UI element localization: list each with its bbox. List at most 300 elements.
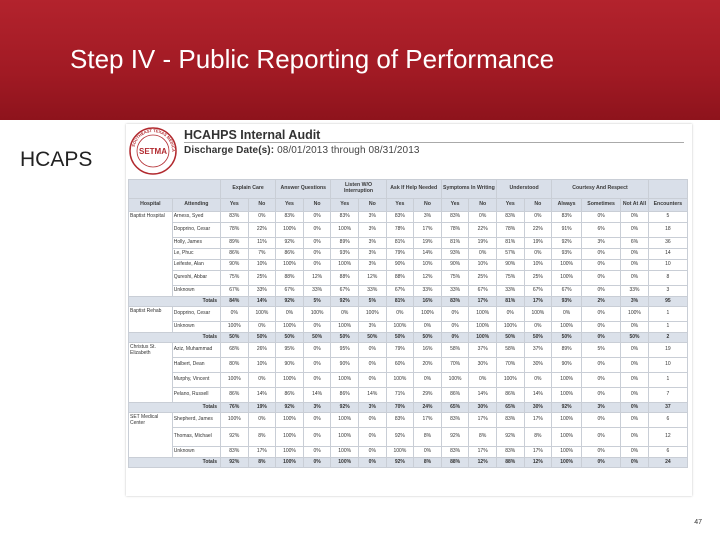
table-row <box>129 322 688 333</box>
value-cell: 90% <box>331 358 359 373</box>
value-cell: 8% <box>469 428 497 447</box>
value-cell: 1 <box>648 307 687 322</box>
value-cell: 0% <box>621 271 649 286</box>
attending-cell: Arness, Syed <box>172 212 220 223</box>
value-cell: 3% <box>358 238 386 249</box>
value-cell: 3% <box>582 238 621 249</box>
discharge-date <box>184 145 420 156</box>
value-cell: 0% <box>221 307 249 322</box>
table-row <box>129 447 688 458</box>
value-cell: 93% <box>552 249 582 260</box>
value-cell: 83% <box>496 413 524 428</box>
value-cell: 60% <box>386 358 414 373</box>
attending-cell: Halbert, Dean <box>172 358 220 373</box>
value-cell: 37% <box>524 343 552 358</box>
value-cell: 0% <box>303 212 331 223</box>
value-cell: 92% <box>441 428 469 447</box>
value-cell: 0% <box>248 413 276 428</box>
value-cell: 92% <box>221 428 249 447</box>
value-cell: 83% <box>221 447 249 458</box>
value-cell: 25% <box>524 271 552 286</box>
value-cell: 3 <box>648 286 687 297</box>
group-header: Explain Care <box>221 180 276 199</box>
total-cell: 50% <box>621 333 649 343</box>
total-cell: 30% <box>469 403 497 413</box>
value-cell: 33% <box>414 286 442 297</box>
total-cell: 50% <box>358 333 386 343</box>
value-cell: 100% <box>552 373 582 388</box>
value-cell: 0% <box>303 358 331 373</box>
value-cell: 19% <box>414 238 442 249</box>
value-cell: 0% <box>582 249 621 260</box>
value-cell: 8 <box>648 271 687 286</box>
value-cell: 0% <box>331 307 359 322</box>
total-cell: 100% <box>276 458 304 468</box>
total-cell: 92% <box>276 297 304 307</box>
totals-row <box>129 458 688 468</box>
value-cell: 30% <box>524 358 552 373</box>
title-banner <box>0 0 720 120</box>
header-blank <box>129 180 221 199</box>
value-cell: 3% <box>358 322 386 333</box>
value-cell: 78% <box>386 223 414 238</box>
value-cell: 0% <box>303 260 331 271</box>
value-cell: 67% <box>552 286 582 297</box>
value-cell: 83% <box>276 212 304 223</box>
value-cell: 86% <box>496 388 524 403</box>
value-cell: 78% <box>441 223 469 238</box>
total-cell: 3% <box>303 403 331 413</box>
value-cell: 88% <box>386 271 414 286</box>
total-cell: 81% <box>496 297 524 307</box>
value-cell: 0% <box>303 343 331 358</box>
column-header: No <box>469 199 497 212</box>
value-cell: 19% <box>524 238 552 249</box>
total-cell: 16% <box>414 297 442 307</box>
value-cell: 100% <box>331 428 359 447</box>
total-cell: 24 <box>648 458 687 468</box>
slide-title: Step IV - Public Reporting of Performance <box>70 44 555 74</box>
value-cell: 0% <box>582 373 621 388</box>
value-cell: 93% <box>331 249 359 260</box>
value-cell: 0% <box>358 343 386 358</box>
value-cell: 0% <box>303 413 331 428</box>
value-cell: 100% <box>331 223 359 238</box>
value-cell: 0% <box>621 428 649 447</box>
value-cell: 10% <box>524 260 552 271</box>
value-cell: 81% <box>496 238 524 249</box>
value-cell: 22% <box>469 223 497 238</box>
value-cell: 12% <box>358 271 386 286</box>
value-cell: 17% <box>524 413 552 428</box>
value-cell: 0% <box>303 249 331 260</box>
column-header: Sometimes <box>582 199 621 212</box>
value-cell: 17% <box>469 413 497 428</box>
total-cell: 12% <box>469 458 497 468</box>
value-cell: 11% <box>248 238 276 249</box>
value-cell: 0% <box>303 428 331 447</box>
hospital-cell: SET Medical Center <box>129 413 173 458</box>
column-header: Attending <box>172 199 220 212</box>
totals-label: Totals <box>129 297 221 307</box>
value-cell: 100% <box>276 223 304 238</box>
value-cell: 0% <box>358 428 386 447</box>
value-cell: 33% <box>496 286 524 297</box>
attending-cell: Dopprino, Cesar <box>172 307 220 322</box>
value-cell: 0% <box>441 322 469 333</box>
value-cell: 100% <box>358 307 386 322</box>
value-cell: 0% <box>582 286 621 297</box>
total-cell: 3% <box>582 403 621 413</box>
value-cell: 5 <box>648 212 687 223</box>
audit-report-image <box>126 124 692 496</box>
value-cell: 0% <box>524 373 552 388</box>
attending-cell: Shepherd, James <box>172 413 220 428</box>
value-cell: 0% <box>582 428 621 447</box>
value-cell: 37% <box>469 343 497 358</box>
title-divider <box>184 142 684 143</box>
value-cell: 100% <box>496 373 524 388</box>
column-header: Not At All <box>621 199 649 212</box>
value-cell: 67% <box>221 286 249 297</box>
value-cell: 90% <box>441 260 469 271</box>
value-cell: 100% <box>276 413 304 428</box>
value-cell: 100% <box>552 388 582 403</box>
total-cell: 0% <box>621 458 649 468</box>
total-cell: 8% <box>248 458 276 468</box>
value-cell: 0% <box>414 322 442 333</box>
value-cell: 6 <box>648 447 687 458</box>
value-cell: 100% <box>496 322 524 333</box>
attending-cell: Unknown <box>172 447 220 458</box>
value-cell: 10% <box>248 260 276 271</box>
value-cell: 90% <box>276 358 304 373</box>
column-header: Encounters <box>648 199 687 212</box>
column-header: Always <box>552 199 582 212</box>
value-cell: 83% <box>496 447 524 458</box>
totals-row <box>129 403 688 413</box>
value-cell: 0% <box>524 322 552 333</box>
total-cell: 92% <box>331 403 359 413</box>
value-cell: 80% <box>221 358 249 373</box>
value-cell: 36 <box>648 238 687 249</box>
value-cell: 25% <box>248 271 276 286</box>
value-cell: 10 <box>648 358 687 373</box>
value-cell: 0% <box>469 249 497 260</box>
value-cell: 0% <box>582 307 621 322</box>
value-cell: 92% <box>276 238 304 249</box>
value-cell: 22% <box>524 223 552 238</box>
total-cell: 17% <box>524 297 552 307</box>
value-cell: 100% <box>221 413 249 428</box>
value-cell: 100% <box>276 447 304 458</box>
total-cell: 0% <box>582 333 621 343</box>
value-cell: 17% <box>414 223 442 238</box>
value-cell: 10% <box>248 358 276 373</box>
value-cell: 100% <box>552 322 582 333</box>
value-cell: 12% <box>414 271 442 286</box>
value-cell: 3% <box>414 212 442 223</box>
total-cell: 95 <box>648 297 687 307</box>
value-cell: 0% <box>621 373 649 388</box>
value-cell: 33% <box>621 286 649 297</box>
value-cell: 0% <box>621 322 649 333</box>
value-cell: 17% <box>469 447 497 458</box>
total-cell: 50% <box>552 333 582 343</box>
value-cell: 22% <box>248 223 276 238</box>
group-header-row <box>129 180 688 199</box>
column-header: No <box>524 199 552 212</box>
value-cell: 0% <box>621 447 649 458</box>
value-cell: 100% <box>386 447 414 458</box>
value-cell: 67% <box>331 286 359 297</box>
value-cell: 0% <box>621 358 649 373</box>
value-cell: 86% <box>221 249 249 260</box>
total-cell: 84% <box>221 297 249 307</box>
table-row <box>129 413 688 428</box>
value-cell: 17% <box>248 447 276 458</box>
value-cell: 16% <box>414 343 442 358</box>
value-cell: 0% <box>469 212 497 223</box>
value-cell: 0% <box>303 223 331 238</box>
value-cell: 10 <box>648 260 687 271</box>
group-header: Answer Questions <box>276 180 331 199</box>
value-cell: 67% <box>524 286 552 297</box>
value-cell: 78% <box>496 223 524 238</box>
value-cell: 14% <box>524 388 552 403</box>
value-cell: 0% <box>441 307 469 322</box>
total-cell: 81% <box>386 297 414 307</box>
total-cell: 100% <box>469 333 497 343</box>
value-cell: 86% <box>331 388 359 403</box>
value-cell: 33% <box>358 286 386 297</box>
value-cell: 100% <box>303 307 331 322</box>
value-cell: 83% <box>386 212 414 223</box>
total-cell: 5% <box>358 297 386 307</box>
value-cell: 89% <box>331 238 359 249</box>
slide-number: 47 <box>694 519 702 526</box>
total-cell: 50% <box>524 333 552 343</box>
value-cell: 67% <box>276 286 304 297</box>
value-cell: 100% <box>552 271 582 286</box>
value-cell: 8% <box>414 428 442 447</box>
value-cell: 90% <box>386 260 414 271</box>
value-cell: 6% <box>582 223 621 238</box>
value-cell: 58% <box>441 343 469 358</box>
value-cell: 100% <box>331 413 359 428</box>
total-cell: 19% <box>248 403 276 413</box>
total-cell: 92% <box>276 403 304 413</box>
value-cell: 7 <box>648 388 687 403</box>
value-cell: 1 <box>648 373 687 388</box>
value-cell: 100% <box>386 373 414 388</box>
value-cell: 26% <box>248 343 276 358</box>
total-cell: 24% <box>414 403 442 413</box>
group-header: Listen W/O Interruption <box>331 180 386 199</box>
value-cell: 88% <box>331 271 359 286</box>
value-cell: 14% <box>414 249 442 260</box>
column-header: Yes <box>441 199 469 212</box>
column-header: No <box>248 199 276 212</box>
value-cell: 0% <box>524 249 552 260</box>
total-cell: 65% <box>441 403 469 413</box>
total-cell: 12% <box>524 458 552 468</box>
value-cell: 100% <box>621 307 649 322</box>
value-cell: 83% <box>386 413 414 428</box>
total-cell: 93% <box>552 297 582 307</box>
date-range: 08/01/2013 through 08/31/2013 <box>277 145 420 156</box>
value-cell: 10% <box>469 260 497 271</box>
value-cell: 0% <box>414 447 442 458</box>
attending-cell: Unknown <box>172 322 220 333</box>
value-cell: 83% <box>331 212 359 223</box>
value-cell: 0% <box>386 307 414 322</box>
value-cell: 3% <box>358 260 386 271</box>
value-cell: 18 <box>648 223 687 238</box>
table-row <box>129 223 688 238</box>
value-cell: 100% <box>276 260 304 271</box>
value-cell: 90% <box>496 260 524 271</box>
value-cell: 0% <box>582 358 621 373</box>
value-cell: 0% <box>303 322 331 333</box>
value-cell: 14% <box>248 388 276 403</box>
value-cell: 0% <box>621 249 649 260</box>
table-row <box>129 271 688 286</box>
value-cell: 0% <box>582 322 621 333</box>
total-cell: 14% <box>248 297 276 307</box>
attending-cell: Holly, James <box>172 238 220 249</box>
value-cell: 83% <box>552 212 582 223</box>
value-cell: 78% <box>221 223 249 238</box>
value-cell: 86% <box>276 388 304 403</box>
value-cell: 100% <box>552 428 582 447</box>
value-cell: 95% <box>331 343 359 358</box>
value-cell: 100% <box>221 322 249 333</box>
value-cell: 75% <box>441 271 469 286</box>
attending-cell: Thomas, Michael <box>172 428 220 447</box>
value-cell: 1 <box>648 322 687 333</box>
table-row <box>129 373 688 388</box>
value-cell: 68% <box>221 343 249 358</box>
value-cell: 12% <box>303 271 331 286</box>
total-cell: 100% <box>331 458 359 468</box>
value-cell: 92% <box>496 428 524 447</box>
value-cell: 100% <box>276 428 304 447</box>
attending-cell: Unknown <box>172 286 220 297</box>
value-cell: 100% <box>552 413 582 428</box>
total-cell: 0% <box>303 458 331 468</box>
value-cell: 100% <box>276 322 304 333</box>
value-cell: 89% <box>221 238 249 249</box>
value-cell: 3% <box>358 223 386 238</box>
total-cell: 92% <box>331 297 359 307</box>
attending-cell: Qureshi, Abbar <box>172 271 220 286</box>
value-cell: 67% <box>469 286 497 297</box>
value-cell: 0% <box>552 307 582 322</box>
value-cell: 0% <box>358 447 386 458</box>
value-cell: 100% <box>552 447 582 458</box>
value-cell: 0% <box>303 447 331 458</box>
total-cell: 37 <box>648 403 687 413</box>
value-cell: 83% <box>441 447 469 458</box>
value-cell: 90% <box>221 260 249 271</box>
total-cell: 50% <box>276 333 304 343</box>
header-blank <box>648 180 687 199</box>
value-cell: 6 <box>648 413 687 428</box>
value-cell: 30% <box>469 358 497 373</box>
column-header: Yes <box>331 199 359 212</box>
value-cell: 29% <box>414 388 442 403</box>
table-row <box>129 249 688 260</box>
column-header: No <box>303 199 331 212</box>
value-cell: 100% <box>331 373 359 388</box>
value-cell: 0% <box>496 307 524 322</box>
value-cell: 89% <box>552 343 582 358</box>
total-cell: 92% <box>386 458 414 468</box>
seal-ring-text: SOUTHEAST TEXAS MEDICA <box>130 127 177 152</box>
group-header: Understood <box>496 180 551 199</box>
value-cell: 100% <box>469 322 497 333</box>
value-cell: 0% <box>414 373 442 388</box>
value-cell: 83% <box>221 212 249 223</box>
table-row <box>129 307 688 322</box>
value-cell: 0% <box>358 358 386 373</box>
value-cell: 75% <box>496 271 524 286</box>
column-header: No <box>414 199 442 212</box>
totals-label: Totals <box>129 403 221 413</box>
value-cell: 100% <box>441 373 469 388</box>
hospital-cell: Christus St. Elizabeth <box>129 343 173 403</box>
hospital-cell: Baptist Hospital <box>129 212 173 297</box>
value-cell: 100% <box>414 307 442 322</box>
value-cell: 86% <box>221 388 249 403</box>
value-cell: 33% <box>303 286 331 297</box>
value-cell: 86% <box>441 388 469 403</box>
slide-subtitle: HCAPS <box>20 148 93 171</box>
total-cell: 76% <box>221 403 249 413</box>
value-cell: 0% <box>248 212 276 223</box>
total-cell: 5% <box>303 297 331 307</box>
value-cell: 14% <box>469 388 497 403</box>
value-cell: 0% <box>276 307 304 322</box>
value-cell: 14% <box>303 388 331 403</box>
table-row <box>129 358 688 373</box>
value-cell: 81% <box>386 238 414 249</box>
value-cell: 19 <box>648 343 687 358</box>
value-cell: 3% <box>358 212 386 223</box>
total-cell: 30% <box>524 403 552 413</box>
value-cell: 90% <box>552 358 582 373</box>
value-cell: 67% <box>386 286 414 297</box>
date-label: Discharge Date(s): <box>184 145 275 156</box>
attending-cell: Le, Phuc <box>172 249 220 260</box>
value-cell: 0% <box>248 322 276 333</box>
value-cell: 17% <box>524 447 552 458</box>
value-cell: 0% <box>621 413 649 428</box>
total-cell: 50% <box>386 333 414 343</box>
total-cell: 0% <box>582 458 621 468</box>
value-cell: 100% <box>386 322 414 333</box>
total-cell: 88% <box>496 458 524 468</box>
total-cell: 92% <box>552 403 582 413</box>
group-header: Symptoms In Writing <box>441 180 496 199</box>
value-cell: 8% <box>524 428 552 447</box>
value-cell: 0% <box>248 373 276 388</box>
attending-cell: Leifeste, Alan <box>172 260 220 271</box>
column-header: Yes <box>496 199 524 212</box>
table-row <box>129 260 688 271</box>
total-cell: 3% <box>358 403 386 413</box>
